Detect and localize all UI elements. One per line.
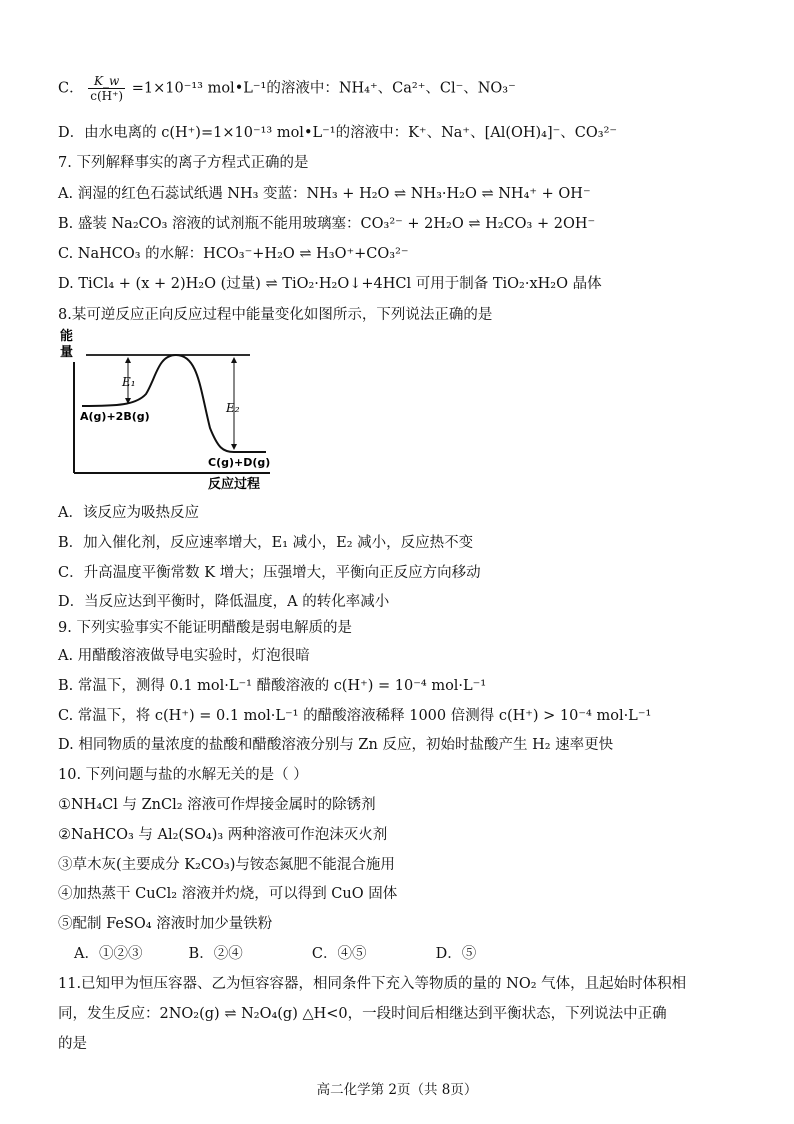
kw-fraction: $\frac{K\_w}{c(H^+)}$: [90, 74, 124, 103]
question8-stem: 8.某可逆反应正向反应过程中能量变化如图所示，下列说法正确的是: [58, 307, 493, 323]
question7-option-b: B. 盛装 Na₂CO₃ 溶液的试剂瓶不能用玻璃塞：CO₃²⁻ + 2H₂O ⇌ H₂CO₃ + 2OH⁻: [58, 216, 596, 232]
question6-option-d: D．由水电离的 c(H⁺)=1×10⁻¹³ mol•L⁻¹的溶液中：K⁺、Na⁺、[Al(OH)₄]⁻、CO₃²⁻: [58, 125, 618, 141]
question11-stem-line1: 11.已知甲为恒压容器、乙为恒容容器，相同条件下充入等物质的量的 NO₂ 气体，且起始时体积相: [58, 976, 687, 992]
page-footer: 高二化学第 2页（共 8页）: [316, 1082, 478, 1098]
question10-item-1: ①NH₄Cl 与 ZnCl₂ 溶液可作焊接金属时的除锈剂: [58, 797, 376, 813]
question11-stem-line2: 同，发生反应：2NO₂(g) ⇌ N₂O₄(g) △H<0，一段时间后相继达到平衡状态，下列说法中正确: [58, 1006, 667, 1022]
e2-arrowhead-bottom: [231, 444, 237, 450]
question8-option-a: A．该反应为吸热反应: [58, 505, 199, 521]
question7-option-a: A. 润湿的红色石蕊试纸遇 NH₃ 变蓝：NH₃ + H₂O ⇌ NH₃·H₂O ⇌ NH₄⁺ + OH⁻: [58, 186, 591, 202]
diagram-ylabel-1: 能: [60, 329, 74, 344]
question8-option-b: B．加入催化剂，反应速率增大，E₁ 减小，E₂ 减小，反应热不变: [58, 535, 474, 551]
question10-item-4: ④加热蒸干 CuCl₂ 溶液并灼烧，可以得到 CuO 固体: [58, 886, 398, 902]
question10-options: A．①②③ B．②④ C．④⑤ D．⑤: [74, 946, 477, 962]
question6-option-c: C． $\frac{K\_w}{c(H^+)}$ =1×10⁻¹³ mol•L⁻¹的溶液中：NH₄⁺、Ca²⁺、Cl⁻、NO₃⁻: [58, 74, 516, 103]
e1-label: E₁: [122, 375, 136, 389]
question9-option-c: C. 常温下，将 c(H⁺) = 0.1 mol·L⁻¹ 的醋酸溶液稀释 1000 倍测得 c(H⁺) > 10⁻⁴ mol·L⁻¹: [58, 708, 652, 724]
question10-item-3: ③草木灰(主要成分 K₂CO₃)与铵态氮肥不能混合施用: [58, 857, 395, 873]
diagram-xlabel: 反应过程: [208, 477, 261, 490]
e2-arrowhead-top: [231, 357, 237, 363]
reactants-label: A(g)+2B(g): [80, 410, 150, 423]
question8-option-c: C．升高温度平衡常数 K 增大；压强增大，平衡向正反应方向移动: [58, 565, 481, 581]
diagram-ylabel-2: 量: [60, 345, 74, 360]
question7-stem: 7. 下列解释事实的离子方程式正确的是: [58, 155, 309, 171]
question10-item-2: ②NaHCO₃ 与 Al₂(SO₄)₃ 两种溶液可作泡沫灭火剂: [58, 827, 388, 843]
question8-option-d: D．当反应达到平衡时，降低温度，A 的转化率减小: [58, 594, 390, 610]
e2-label: E₂: [226, 401, 240, 415]
energy-diagram: [58, 328, 288, 490]
question10-stem: 10. 下列问题与盐的水解无关的是（ ）: [58, 767, 308, 783]
question7-option-d: D. TiCl₄ + (x + 2)H₂O (过量) ⇌ TiO₂·H₂O↓+4HCl 可用于制备 TiO₂·xH₂O 晶体: [58, 276, 602, 292]
question10-item-5: ⑤配制 FeSO₄ 溶液时加少量铁粉: [58, 916, 273, 932]
question9-option-a: A. 用醋酸溶液做导电实验时，灯泡很暗: [58, 648, 310, 664]
question11-stem-line3: 的是: [58, 1036, 87, 1052]
e1-arrowhead-top: [125, 357, 131, 363]
question7-option-c: C. NaHCO₃ 的水解：HCO₃⁻+H₂O ⇌ H₃O⁺+CO₃²⁻: [58, 246, 409, 262]
question9-option-d: D. 相同物质的量浓度的盐酸和醋酸溶液分别与 Zn 反应，初始时盐酸产生 H₂ 速率更快: [58, 737, 614, 753]
question9-option-b: B. 常温下，测得 0.1 mol·L⁻¹ 醋酸溶液的 c(H⁺) = 10⁻⁴ mol·L⁻¹: [58, 678, 487, 694]
question9-stem: 9. 下列实验事实不能证明醋酸是弱电解质的是: [58, 620, 352, 636]
products-label: C(g)+D(g): [208, 456, 271, 469]
